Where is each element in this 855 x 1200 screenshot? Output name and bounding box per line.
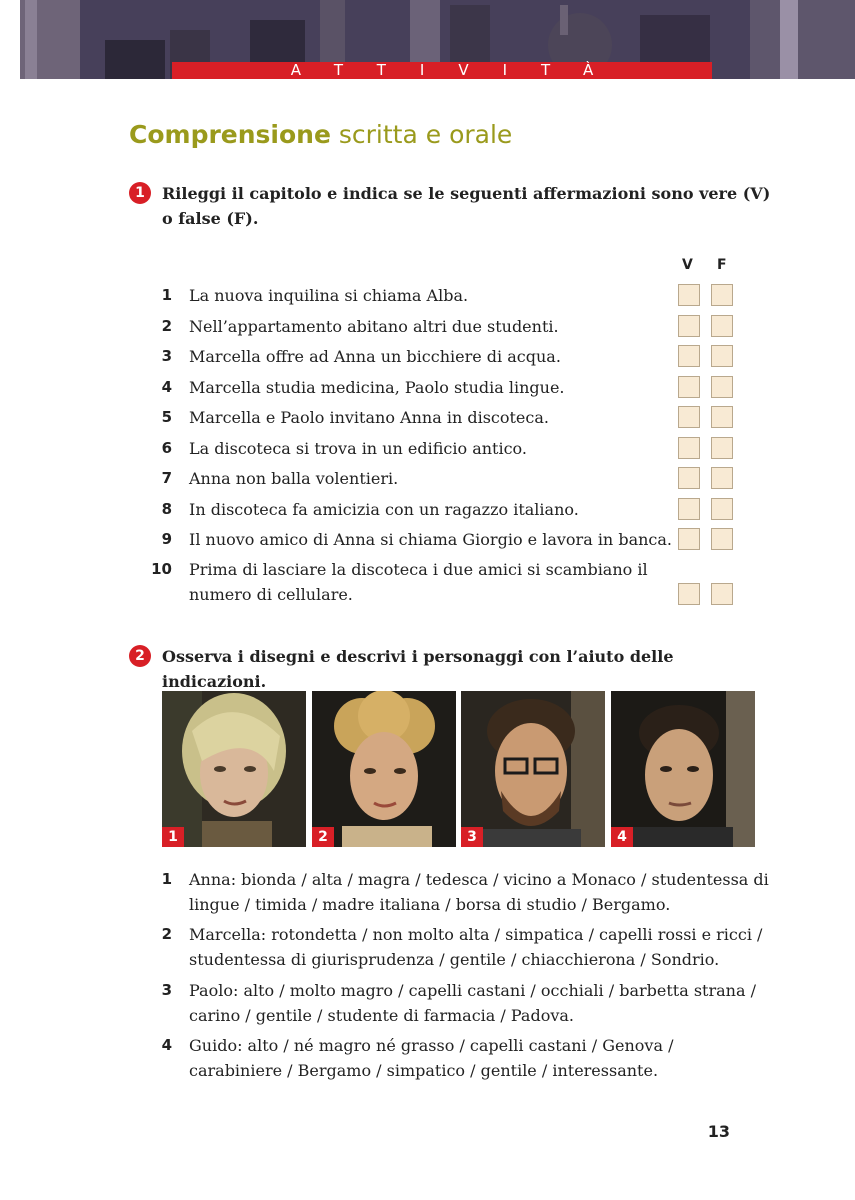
description-number: 3	[161, 981, 172, 999]
checkbox-true[interactable]	[678, 406, 700, 428]
description-text: Marcella: rotondetta / non molto alta / simpatica / capelli rossi e ricci / studentessa di giurisprudenza / gentile / chiacchierona / Sondrio.	[189, 925, 763, 969]
description-text: Paolo: alto / molto magro / capelli castani / occhiali / barbetta strana / carino / gentile / studente di farmacia / Padova.	[189, 981, 756, 1025]
checkbox-false[interactable]	[711, 583, 733, 605]
checkbox-true[interactable]	[678, 437, 700, 459]
column-header-true: V	[682, 257, 693, 273]
dark-haired-man-portrait-illustration	[611, 691, 755, 847]
description-number: 1	[161, 870, 172, 888]
checkbox-false[interactable]	[711, 528, 733, 550]
section-title-rest: scritta e orale	[330, 120, 513, 149]
portrait-marcella	[312, 691, 456, 847]
statement-text: Il nuovo amico di Anna si chiama Giorgio e lavora in banca.	[189, 530, 672, 549]
statement-text: La nuova inquilina si chiama Alba.	[189, 286, 469, 305]
exercise-2-badge: 2	[129, 645, 151, 667]
portrait-number-label: 1	[162, 827, 184, 847]
section-title	[129, 120, 512, 149]
statement-number: 2	[161, 317, 172, 335]
checkbox-false[interactable]	[711, 437, 733, 459]
statement-number: 6	[161, 439, 172, 457]
checkbox-true[interactable]	[678, 583, 700, 605]
portrait-number-label: 4	[611, 827, 633, 847]
statement-text: In discoteca fa amicizia con un ragazzo italiano.	[189, 500, 579, 519]
section-title-bold: Comprensione	[129, 120, 331, 149]
checkbox-false[interactable]	[711, 284, 733, 306]
statement-number: 1	[161, 286, 172, 304]
description-number: 2	[161, 925, 172, 943]
checkbox-true[interactable]	[678, 467, 700, 489]
checkbox-false[interactable]	[711, 498, 733, 520]
statement-text: La discoteca si trova in un edificio antico.	[189, 439, 527, 458]
exercise-1-instruction: Rileggi il capitolo e indica se le seguenti affermazioni sono vere (V) o false (F).	[162, 184, 771, 228]
portrait-paolo	[461, 691, 605, 847]
statement-text: Marcella studia medicina, Paolo studia lingue.	[189, 378, 565, 397]
statement-number: 4	[161, 378, 172, 396]
description-number: 4	[161, 1036, 172, 1054]
column-header-false: F	[717, 257, 727, 273]
statement-number: 3	[161, 347, 172, 365]
exercise-2-instruction: Osserva i disegni e descrivi i personaggi con l’aiuto delle indicazioni.	[162, 647, 674, 691]
statement-number: 7	[161, 469, 172, 487]
checkbox-true[interactable]	[678, 315, 700, 337]
man-with-glasses-portrait-illustration	[461, 691, 605, 847]
portrait-anna	[162, 691, 306, 847]
portrait-number-label: 2	[312, 827, 334, 847]
checkbox-false[interactable]	[711, 406, 733, 428]
statement-number: 5	[161, 408, 172, 426]
portrait-number-label: 3	[461, 827, 483, 847]
checkbox-true[interactable]	[678, 498, 700, 520]
statement-number: 8	[161, 500, 172, 518]
checkbox-false[interactable]	[711, 376, 733, 398]
checkbox-true[interactable]	[678, 345, 700, 367]
statement-text: Marcella e Paolo invitano Anna in discoteca.	[189, 408, 549, 427]
checkbox-false[interactable]	[711, 467, 733, 489]
checkbox-true[interactable]	[678, 528, 700, 550]
description-text: Anna: bionda / alta / magra / tedesca / vicino a Monaco / studentessa di lingue / timida / madre italiana / borsa di studio / Bergamo.	[189, 870, 769, 914]
exercise-1-badge: 1	[129, 182, 151, 204]
checkbox-true[interactable]	[678, 376, 700, 398]
checkbox-false[interactable]	[711, 315, 733, 337]
statement-text: Prima di lasciare la discoteca i due amici si scambiano il numero di cellulare.	[189, 560, 648, 604]
statement-number: 9	[161, 530, 172, 548]
statement-text: Anna non balla volentieri.	[189, 469, 399, 488]
description-text: Guido: alto / né magro né grasso / capelli castani / Genova / carabiniere / Bergamo / simpatico / gentile / interessante.	[189, 1036, 674, 1080]
page-number: 13	[707, 1122, 730, 1141]
curly-haired-woman-portrait-illustration	[312, 691, 456, 847]
checkbox-false[interactable]	[711, 345, 733, 367]
statement-text: Marcella offre ad Anna un bicchiere di acqua.	[189, 347, 561, 366]
activity-ribbon: ATTIVITÀ	[172, 62, 712, 79]
statement-text: Nell’appartamento abitano altri due studenti.	[189, 317, 559, 336]
portrait-guido	[611, 691, 755, 847]
statement-number: 10	[151, 560, 172, 578]
checkbox-true[interactable]	[678, 284, 700, 306]
blonde-woman-portrait-illustration	[162, 691, 306, 847]
